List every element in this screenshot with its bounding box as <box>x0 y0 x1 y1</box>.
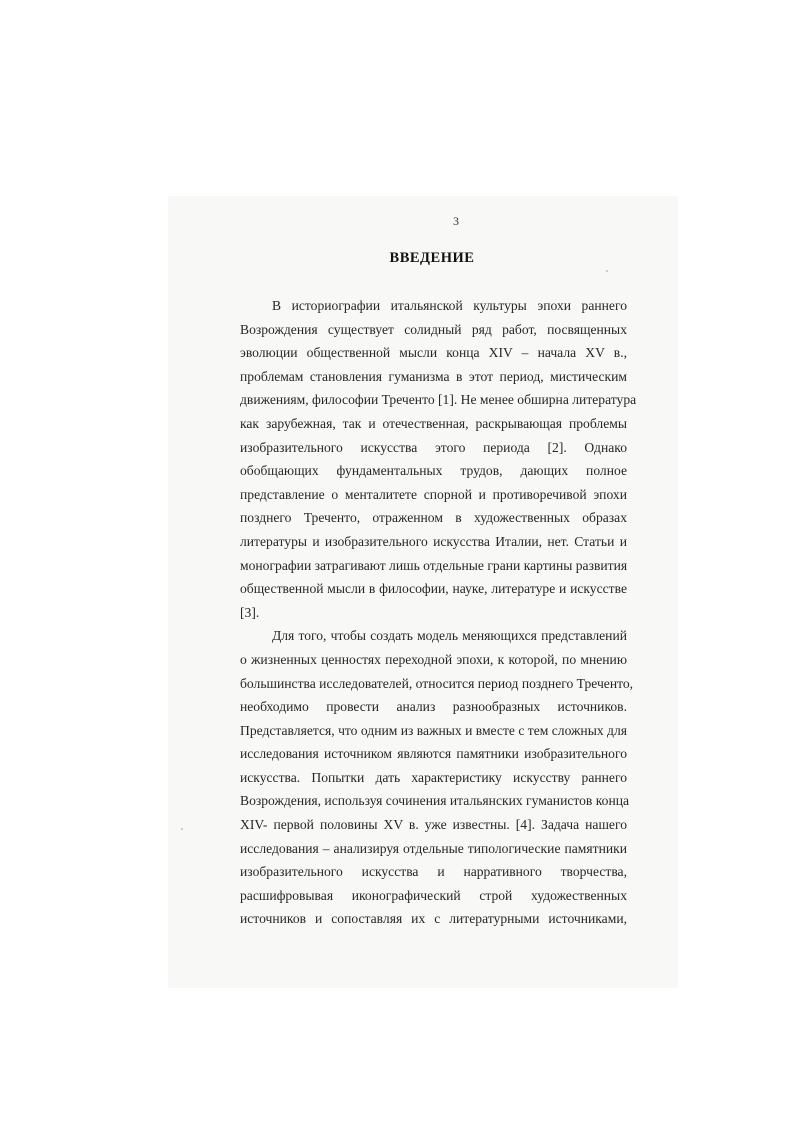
section-heading: ВВЕДЕНИЕ <box>389 250 475 266</box>
text-line: расшифровывая иконографический строй художественных <box>240 887 627 903</box>
text-line: проблемам становления гуманизма в этот период, мистическим <box>240 368 627 384</box>
text-line: как зарубежная, так и отечественная, раскрывающая проблемы <box>240 415 627 431</box>
body-text <box>240 294 637 931</box>
text-line: изобразительного искусства этого периода [2]. Однако <box>240 439 627 455</box>
text-line: общественной мысли в философии, науке, литературе и искусстве <box>240 581 627 597</box>
text-line: Возрождения существует солидный ряд работ, посвященных <box>240 321 627 337</box>
text-line: XIV- первой половины XV в. уже известны. [4]. Задача нашего <box>240 817 627 833</box>
text-line: В историографии итальянской культуры эпохи раннего <box>272 298 627 313</box>
text-line: исследования – анализируя отдельные типологические памятники <box>240 840 627 856</box>
text-line: литературы и изобразительного искусства Италии, нет. Статьи и <box>240 533 627 549</box>
text-line: обобщающих фундаментальных трудов, дающих полное <box>240 463 627 479</box>
text-line: Представляется, что одним из важных и вместе с тем сложных для <box>240 722 627 738</box>
text-line: исследования источником являются памятники изобразительного <box>240 746 627 762</box>
text-line: большинства исследователей, относится период позднего Треченто, <box>240 675 634 691</box>
text-line: о жизненных ценностях переходной эпохи, к которой, по мнению <box>240 651 627 667</box>
text-line: Возрождения, используя сочинения итальянских гуманистов конца <box>240 793 630 809</box>
text-line: позднего Треченто, отраженном в художественных образах <box>240 510 627 526</box>
scan-speck <box>181 828 183 830</box>
text-line: изобразительного искусства и нарративного творчества, <box>240 864 627 880</box>
text-line: монографии затрагивают лишь отдельные грани картины развития <box>240 557 628 573</box>
scan-speck <box>606 270 608 272</box>
text-line: необходимо провести анализ разнообразных источников. <box>240 699 627 715</box>
text-line: эволюции общественной мысли конца XIV – начала XV в., <box>240 345 627 361</box>
text-line: [3]. <box>240 604 260 620</box>
text-line: Для того, чтобы создать модель меняющихся представлений <box>272 628 627 644</box>
text-line: источников и сопоставляя их с литературными источниками, <box>240 911 627 927</box>
page-number: 3 <box>453 214 459 228</box>
text-line: движениям, философии Треченто [1]. Не менее обширна литература <box>240 392 637 408</box>
paragraph-2 <box>240 624 634 931</box>
paragraph-1 <box>240 294 637 624</box>
text-line: представление о менталитете спорной и противоречивой эпохи <box>240 486 627 502</box>
text-line: искусства. Попытки дать характеристику искусству раннего <box>240 769 627 785</box>
